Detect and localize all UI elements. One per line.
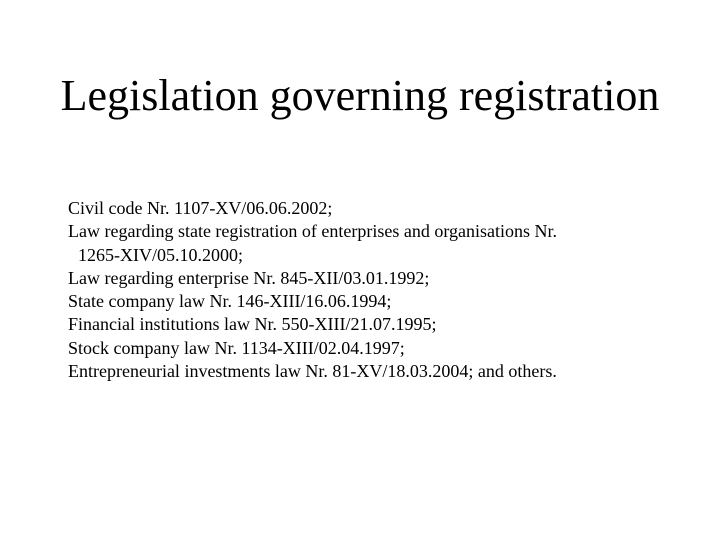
list-item-text: Entrepreneurial investments law Nr. 81-XV/18.03.2004; and others.	[68, 361, 557, 382]
list-item-text: Law regarding enterprise Nr. 845-XII/03.01.1992;	[68, 267, 430, 288]
list-item-text: Financial institutions law Nr. 550-XIII/21.07.1995;	[68, 314, 437, 335]
list-item	[68, 197, 688, 220]
slide-title: Legislation governing registration	[60, 71, 660, 120]
list-item	[68, 337, 688, 360]
list-item-text: Law regarding state registration of enterprises and organisations Nr.	[68, 221, 558, 242]
list-item-continuation: 1265-XIV/05.10.2000;	[78, 244, 243, 265]
list-item-text: Civil code Nr. 1107-XV/06.06.2002;	[68, 198, 333, 218]
list-item	[68, 313, 688, 336]
list-item-text: Stock company law Nr. 1134-XIII/02.04.1997;	[68, 337, 405, 358]
list-item-text: State company law Nr. 146-XIII/16.06.1994;	[68, 291, 392, 312]
list-item	[68, 290, 688, 313]
legislation-list	[68, 197, 688, 383]
list-item	[68, 360, 688, 383]
list-item	[68, 267, 688, 290]
list-item	[68, 220, 688, 267]
